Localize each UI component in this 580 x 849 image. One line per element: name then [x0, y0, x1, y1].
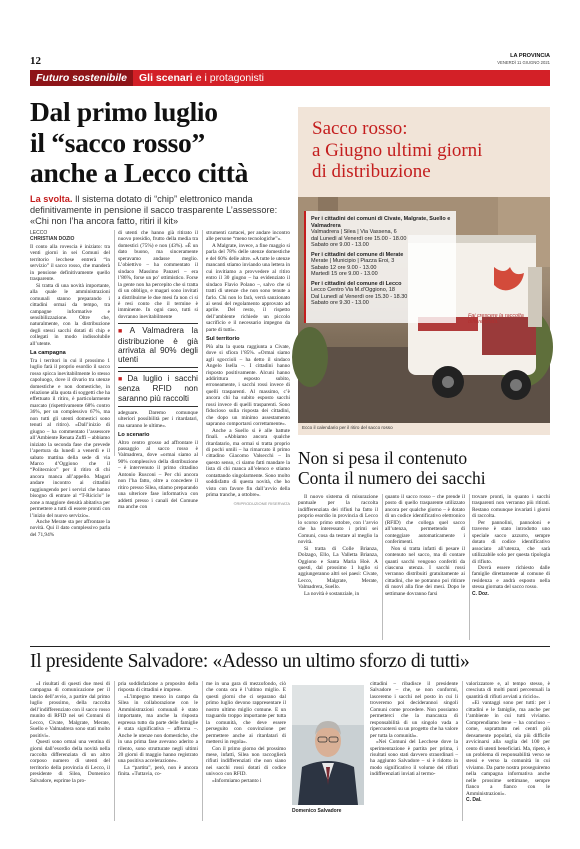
divider — [462, 681, 463, 821]
bottom-col-4-p1: cittadini – ribadisce il presidente Salvadore – che, se non conformi, lasceremo i sacchi nel posto in cui li troveremo poi deciderannoi singoli Comuni come procedere. Non possiamo permetterci che la mancanza di responsabilità di un singolo vada a ripercuotersi su un progetto che ha valore per tutta la comunità». — [370, 681, 458, 739]
truck-sign: Fai crescere la raccolta differenziata. — [468, 313, 524, 326]
side-signature: C. Doz. — [472, 590, 489, 597]
bottom-col-5 — [466, 681, 550, 821]
main-col-1-p1: Il conto alla rovescia è iniziato: tra venti giorni in sei Comuni del territorio lecchese entrerà “in servizio” il sacco rosso, che manderà in pensione definitivamente quello trasparente. — [30, 244, 110, 283]
info-location-1-line-2: dal Lunedì al Venerdì ore 15.00 - 18.00 — [311, 235, 407, 242]
side-col-2 — [385, 494, 465, 640]
info-location-1-line-1: Valmadrera | Silea | Via Vassena, 6 — [311, 229, 397, 235]
info-location-3-heading: Per i cittadini del comune di Lecco — [311, 280, 402, 287]
bottom-col-2-p1: pria soddisfazione a proposito della risposta di cittadini e imprese. — [118, 681, 198, 694]
info-location-2 — [311, 252, 451, 278]
info-location-3-line-2: Dal Lunedì al Venerdì ore 15.30 - 18.30 — [311, 293, 408, 300]
main-col-1 — [30, 230, 111, 538]
byline — [30, 230, 110, 242]
main-col-2-p1: di utenti che hanno già ritirato il nuovo presidio, frutto della media tra domestici (75%) e non (43%). «È un dato buono, ma sinceramente speravamo andasse meglio. L’obiettivo – ha commentato il sindaco Massimo Panzeri – era l’86%, forse un po’ ottimistico. Forse la gente non ha percepito che si tratta di un obbligo, e magari sono invitati a distribuirne le due mesi fa non ci si è resi conto che il termine è imminente. In ogni caso, tutti si dovranno inevitabilmente — [118, 230, 198, 320]
bottom-rule — [30, 646, 550, 647]
bottom-col-3-p2: Con il primo giorno del prossimo mese, infatti, Silea non raccoglierà rifiuti indifferenziati che non siano nei sacchi rossi dotati di codice univoco con RFID. — [206, 745, 286, 778]
pull-quote-2 — [118, 371, 198, 407]
main-col-3-p1: strumenti cartacei, per andare incontro alle persone “meno tecnologiche”». — [206, 230, 290, 243]
divider — [382, 494, 383, 640]
main-col-1-p4: Anche Merate sta per affrontare la novità. Qui il dato complessivo parla del 71,94% — [30, 519, 110, 538]
section-secondary-bold: Gli scenari — [139, 72, 193, 84]
bottom-headline: Il presidente Salvadore: «Adesso un ultimo sforzo di tutti» — [30, 651, 470, 672]
info-location-3-line-3: Sabato ore 9.30 - 13.00 — [311, 300, 369, 306]
bottom-col-1-p1: «I risultati di questi due mesi di campagna di comunicazione per il lancio dell’avvio, a partire dal primo luglio prossimo, della raccolta dell’indifferenziato con il sacco rosso munito di RFID nei sei Comuni di Lecco, Civate, Malgrate, Merate, Suello e Valmadrera sono stati molto positivi». — [30, 681, 110, 739]
bottom-col-2 — [118, 681, 198, 821]
main-headline-line-1: Dal primo luglio — [30, 96, 218, 127]
divider — [114, 681, 115, 821]
info-location-2-heading: Per i cittadini del comune di Merate — [311, 251, 404, 258]
side-headline-line-1: Non si pesa il contenuto — [298, 448, 468, 468]
info-location-1 — [311, 216, 451, 249]
bottom-col-4 — [370, 681, 458, 821]
bottom-col-5-p2: «Ei vantaggi sono per tutti: per i cittadini e le famiglie, ma anche per l’ambiente in cui tutti viviamo. Comprendiamo bene – ha concluso – come, soprattutto nei centri più densamente popolati, sia più difficile avvicinarsi alla soglia del 100 per cento di utenti beneficiati. Ma, ripeto, è un problema di responsabilità verso se stessi e verso la comunità in cui viviamo. Da parte nostra proseguiremo nella campagna informativa anche nelle prossime settimane, sempre fianco a fianco con le Amministrazioni». — [466, 700, 550, 797]
pull-quote-1-text: A Valmadrera la distribuzione è già arrivata al 90% degli utenti — [118, 326, 198, 364]
lead-label: La svolta. — [30, 194, 73, 204]
side-col-3-p2: Per pannolini, pannoloni e traverse è stato introdotto uno speciale sacco azzurro, sempre dotato di codice identificativo associato all’utenza, che sarà utilizzabile solo per questa tipologia di rifiuto. — [472, 519, 550, 565]
main-col-2-p3: Altro centro grosso ad affrontare il passaggio al sacco rosso è Valmadrera, dove «ormai siamo al 90% complessivo della distribuzione – è intervenuto il primo cittadino Antonio Rusconi – Per chi ancora non l’ha fatto, oltre a concedere il ritiro presso Silea, stiamo preparando una ulteriore fase informativa con addetti presso i canali del Comune ma anche con — [118, 439, 198, 511]
main-col-2-p2: adeguare. Daremo comunque ulteriori possibilità per i ritardatari, ma saranno le ultime». — [118, 409, 198, 429]
bottom-col-2-p3: La “partita”, però, non è ancora finita. «Tuttavia, co- — [118, 764, 198, 778]
distribution-box — [298, 107, 550, 435]
bottom-col-5-p1: valorizzatore e, al tempo stesso, è cresciuta di molti punti percentuali la quantità di rifiuti avviati a riciclo». — [466, 681, 550, 700]
salvadore-photo — [292, 685, 364, 805]
page-number: 12 — [30, 55, 41, 67]
main-col-3-p4: Anche a Suello si è alle battute finali. «Abbiamo ancora qualche ritardatario, ma ormai si tratta proprio di pochi umili – ha rimarcato il primo cittadino Giacomo Valsecchi – In questo senso, ci siamo fatti mandare la lista di chi manca all’elenco e stiamo contattando singolarmente. Sono molto soddisfatto di questa novità, che ho visto con favore fin dall’avvio della prima tranche, a ottobre». — [206, 427, 290, 499]
bottom-col-4-p2: «Nei Comuni del Lecchese dove la sperimentazione è partita per prima, i risultati sono stati davvero straordinari – ha aggiunto Salvadore – si è ridotto in modo significativo il volume dei rifiuti indifferenziati inviati al termo- — [370, 739, 458, 778]
main-col-1-p3: Tra i territori in cui il prossimo 1 luglio farà il proprio esordio il sacco rosso spicca inevitabilmente lo stesso capoluogo, dove il divario tra utenze domestiche e non domestiche, in relazione alla quota di soggetti che ha effettuato il ritiro, è particolarmente marcato (rispettivamente 68% contro 36%, per un complessivo 67%, ma non tutti gli utenti domestici sono tenuti al ritiro). «Dall’inizio di giugno – ha commentato l’assessore all’Ambiente Renata Zuffi – abbiamo iniziato la seconda fase che prevede l’apertura da lunedì a venerdì e il sabato mattina della sede di via Marco d’Oggiono che il “Politecnico” per il ritiro di chi ancora manca all’appello. Magari andare incontro ai cittadini raggiungendo per i servizi che hanno bisogno di entrare al “T-Riciclo” le zone a maggiore densità abitativa per permettere a tutti di essere pronti con l’inizio del nuovo servizio». — [30, 357, 111, 519]
main-headline-line-3: anche a Lecco città — [30, 157, 249, 188]
main-col-1-p2: Si tratta di una novità importante, alla quale le amministrazioni comunali stanno preparando i cittadini ormai da tempo, tra campagne informative e sensibilizzazione. Oltre che, naturalmente, con la distribuzione degli stessi sacchi dotati di chip e collegati in modo indissolubile all’utente. — [30, 282, 110, 347]
info-location-2-line-1: Merate | Municipio | Piazza Eroi, 3 — [311, 258, 395, 264]
section-secondary-rest: e i protagonisti — [195, 72, 265, 84]
side-headline-line-2: Conta il numero dei sacchi — [298, 468, 486, 488]
section-primary: Futuro sostenibile — [30, 70, 133, 86]
main-headline-line-2: il “sacco rosso” — [30, 126, 205, 158]
page-date: VENERDÌ 11 GIUGNO 2021 — [497, 60, 550, 65]
info-location-2-line-2: Sabato 12 ore 9.00 - 13.00 — [311, 264, 377, 271]
pull-quote-1 — [118, 323, 198, 368]
bottom-col-1-p2: Questi sono ormai una ventina di giorni dall’esordio della novità nella raccolta differenziata di un altro corposo numero di utenti del territorio della provincia di Lecco, il presidente di Silea, Domenico Salvadore, esprime la pro- — [30, 739, 110, 784]
box-title — [312, 118, 482, 183]
byline-city: LECCO — [30, 230, 48, 236]
side-col-3-p1: trovare pronti, in quanto i sacchi trasparenti non verranno più ritirati. Restano comunque invariati i giorni di raccolta. — [472, 494, 550, 520]
bottom-col-1 — [30, 681, 110, 821]
box-caption: Ecco il calendario per il ritiro del sacco rosso — [302, 425, 393, 430]
divider — [202, 230, 203, 456]
bottom-col-2-p2: «L’impegno messo in campo da Silea in collaborazione con le Amministrazioni comunali è stato importante, ma anche la risposta espressa tutto da parte delle famiglie è stata significativa – afferma –. Anche le utenze non domestiche, che in una prima fase avevano aderito a rilento, sono strutturate negli ultimi 20 giorni di maggio hanno registrato una positiva accelerazione». — [118, 693, 198, 765]
pull-quote-marker: ■ — [118, 376, 126, 384]
side-col-3-p3: Dovrà essere richiesto dalle famiglie direttamente al comune di residenza e andrà esposto nella stessa giornata del sacco rosso. — [472, 564, 550, 591]
copyright-note: ©RIPRODUZIONE RISERVATA — [233, 500, 290, 506]
masthead: LA PROVINCIA — [510, 53, 550, 59]
side-col-1 — [298, 494, 378, 640]
bottom-col-3-p3: «Informiamo pertanto i — [212, 777, 262, 784]
main-col-3 — [206, 230, 290, 506]
main-headline — [30, 97, 290, 189]
section-banner — [30, 70, 550, 86]
side-col-1-p2: Si tratta di Colle Brianza, Dolzago, Ello, La Valletta Brianza, Oggiono e Santa Maria Hoè. A questi, dal prossimo 1 luglio si aggiungeranno altri sei paesi: Civate, Lecco, Malgrate, Merate, Valmadrera, Suello. — [298, 545, 378, 591]
pull-quote-marker: ■ — [118, 328, 128, 336]
side-col-2-p1: quanto il sacco rosso – che prende il posto di quello trasparente utilizzato ancora per qualche giorno – è dotato di un codice identificativo elettronico (RFID) che collega quel sacco all’utenza, permettendo di conteggiare automaticamente i conferimenti. — [385, 494, 465, 546]
bottom-signature: C. Dal. — [466, 797, 482, 804]
box-title-line-2: a Giugno ultimi giorni — [312, 139, 483, 161]
side-col-3 — [472, 494, 550, 640]
bottom-col-3 — [206, 681, 286, 821]
info-location-3 — [311, 281, 451, 307]
info-panel — [304, 211, 456, 323]
main-col-3-subhead: Sul territorio — [206, 336, 240, 343]
side-col-2-p2: Non si tratta infatti di pesare il contenuto nel sacco, ma di contare quanti sacchi vengono conferiti da ciascuna utenza. I sacchi rossi verranno distribuiti gratuitamente ai cittadini, che ne potranno poi ritirare di nuovi alla fine dei mesi. Dopo le settimane dovranno farsi — [385, 545, 465, 597]
info-location-1-line-3: Sabato ore 9.00 - 13.00 — [311, 242, 369, 248]
box-title-line-1: Sacco rosso: — [312, 118, 408, 139]
salvadore-photo-svg — [292, 685, 364, 805]
lead-text: Il sistema dotato di “chip” elettronico manda definitivamente in pensione il sacco trasparente L’assessore: «Chi non l’ha ancora fatto, ritiri il kit» — [30, 194, 278, 226]
main-col-3-p2: A Malgrate, invece, a fine maggio si parla del 78% delle utenze domestiche e del 60% delle altre. «A tutte le utenze mancanti stiamo inviando una lettera in cui invitiamo a provvedere al ritiro entro il 30 giugno – ha evidenziato il sindaco Flavio Polano –, salvo che si tratti di utenze che non sono tenute a farlo. Chi non lo farà, verrà sanzionato ai sensi del regolamento approvato ad aprile. Del resto, il rispetto dell’ambiente richiede un piccolo sacrificio e il necessario impegno da parte di tutti». — [206, 242, 290, 333]
divider — [114, 230, 115, 456]
info-location-3-line-1: Lecco Centro Via M.d’Oggiono, 18 — [311, 287, 395, 293]
main-col-2 — [118, 230, 198, 511]
main-col-3-p3: Più alta la quota raggiunta a Civate, dove si sfiora l’85%. «Ormai siamo agli sgoccioli – ha detto il sindaco Angelo Isella –. I cittadini hanno risposto positivamente. Alcuni hanno addirittura esposto subito, erroneamente, i sacchi rossi invece di quelli trasparenti. Al massimo, c’è ancora chi ha subito esposto sacchi rossi invece di quelli trasparenti. Sono fiducioso sulla risposta dei cittadini, che dopo un minimo assestamento sapranno comportarsi correttamente». — [206, 343, 290, 428]
bottom-col-3-p1: me in una gara di mezzofondo, ciò che conta ora è l’ultimo miglio. E questi giorni che ci separano dal primo luglio devono rappresentare il nostro ultimo miglio comune. E un traguardo troppo importante per tutta la comunità, che deve essere perseguito con convinzione per permettere anche ai ritardatari di mettersi in regola». — [206, 681, 286, 746]
info-location-2-line-3: Martedì 15 ore 9.00 - 13.00 — [311, 271, 378, 277]
divider — [202, 681, 203, 821]
photo-caption: Domenico Salvadore — [292, 808, 342, 814]
pull-quote-2-text: Da luglio i sacchi senza RFID non saranno più raccolti — [118, 374, 198, 403]
box-title-line-3: di distribuzione — [312, 161, 431, 182]
main-col-2-subhead: Lo scenario — [118, 432, 150, 439]
side-col-1-p3: La novità è sostanziale, in — [304, 590, 360, 597]
lead-paragraph — [30, 194, 290, 227]
side-col-1-p1: Il nuovo sistema di misurazione puntuale per la raccolta indifferenziata dei rifiuti ha fatto il proprio esordio in provincia di Lecco lo scorso primo ottobre, con l’avvio che ha interessato i primi sei Comuni, cosa da testare al meglio la novità. — [298, 494, 378, 546]
divider — [469, 494, 470, 640]
truck-photo — [298, 197, 550, 423]
side-headline — [298, 448, 550, 488]
info-location-1-heading: Per i cittadini dei comuni di Civate, Malgrate, Suello e Valmadrera — [311, 216, 451, 229]
byline-author: CHRISTIAN DOZIO — [30, 236, 75, 242]
main-col-1-subhead: La campagna — [30, 350, 66, 357]
